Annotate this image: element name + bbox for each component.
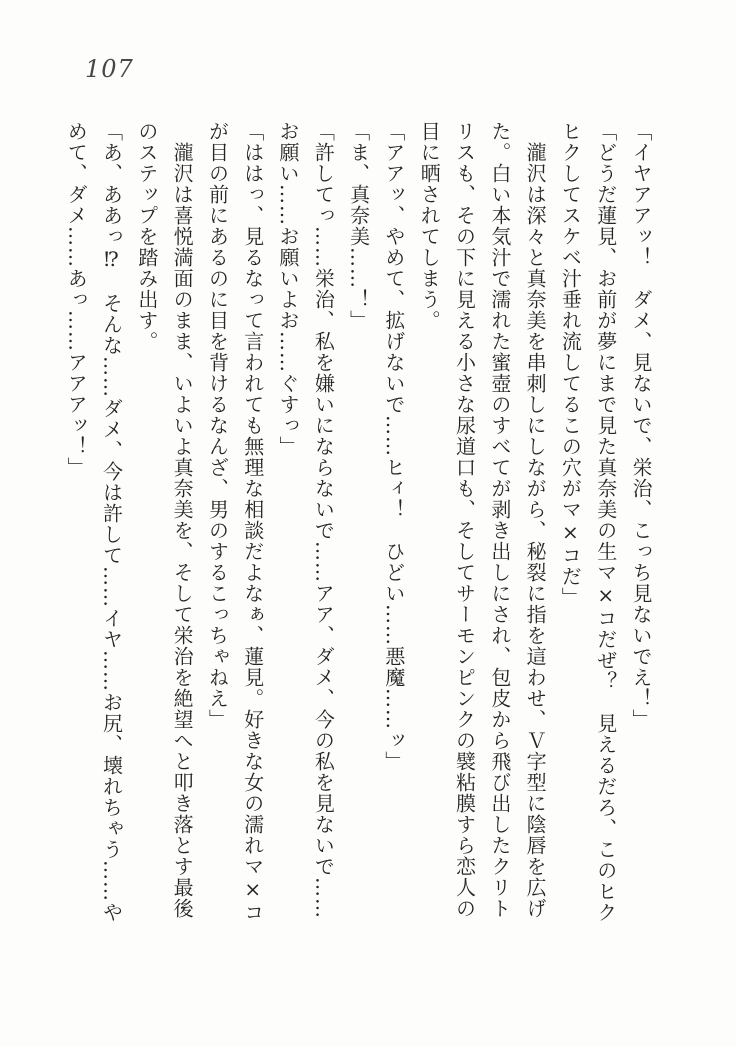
text-column: 「ま、真奈美……！」 — [346, 121, 371, 331]
text-column: 「イヤアアッ！ ダメ、見ないで、栄治、こっち見ないでえ！」 — [629, 121, 653, 730]
text-column: のステップを踏み出す。 — [134, 121, 159, 352]
text-column: 「アアッ、やめて、拡げないで……ヒィ！ ひどい……悪魔……ッ」 — [381, 121, 406, 772]
text-column: 目に晒されてしまう。 — [417, 121, 442, 331]
text-column: 「どうだ蓮見、お前が夢にまで見た真奈美の生マ×コだぜ？ 見えるだろ、このヒク — [593, 121, 618, 923]
text-column: が目の前にあるのに目を背けるなんざ、男のするこっちゃねえ」 — [205, 121, 230, 730]
text-column: 「許してっ……栄治、私を嫌いにならないで……アア、ダメ、今の私を見ないで…… — [311, 121, 336, 919]
text-column: 瀧沢は深々と真奈美を串刺しにしながら、秘裂に指を這わせ、Ｖ字型に陰唇を広げ — [523, 121, 548, 919]
text-column: お願い……お願いよお……ぐすっ」 — [276, 121, 301, 457]
page-number: 107 — [85, 55, 134, 83]
text-block — [58, 121, 658, 921]
text-column: めて、ダメ……あっ……アアアッ！」 — [64, 121, 89, 478]
text-column: 「あ、ああっ⁉ そんな……ダメ、今は許して……イヤ……お尻、壊れちゃう……や — [99, 121, 124, 923]
text-column: リスも、その下に見える小さな尿道口も、そしてサーモンピンクの襞粘膜すら恋人の — [452, 121, 477, 919]
text-column: ヒクしてスケベ汁垂れ流してるこの穴がマ×コだ」 — [558, 121, 583, 608]
text-column: た。白い本気汁で濡れた蜜壺のすべてが剥き出しにされ、包皮から飛び出したクリト — [487, 121, 512, 919]
text-column: 「ははっ、見るなって言われても無理な相談だよなぁ、蓮見。好きな女の濡れマ×コ — [240, 121, 265, 923]
text-column: 瀧沢は喜悦満面のまま、いよいよ真奈美を、そして栄治を絶望へと叩き落とす最後 — [170, 121, 195, 919]
